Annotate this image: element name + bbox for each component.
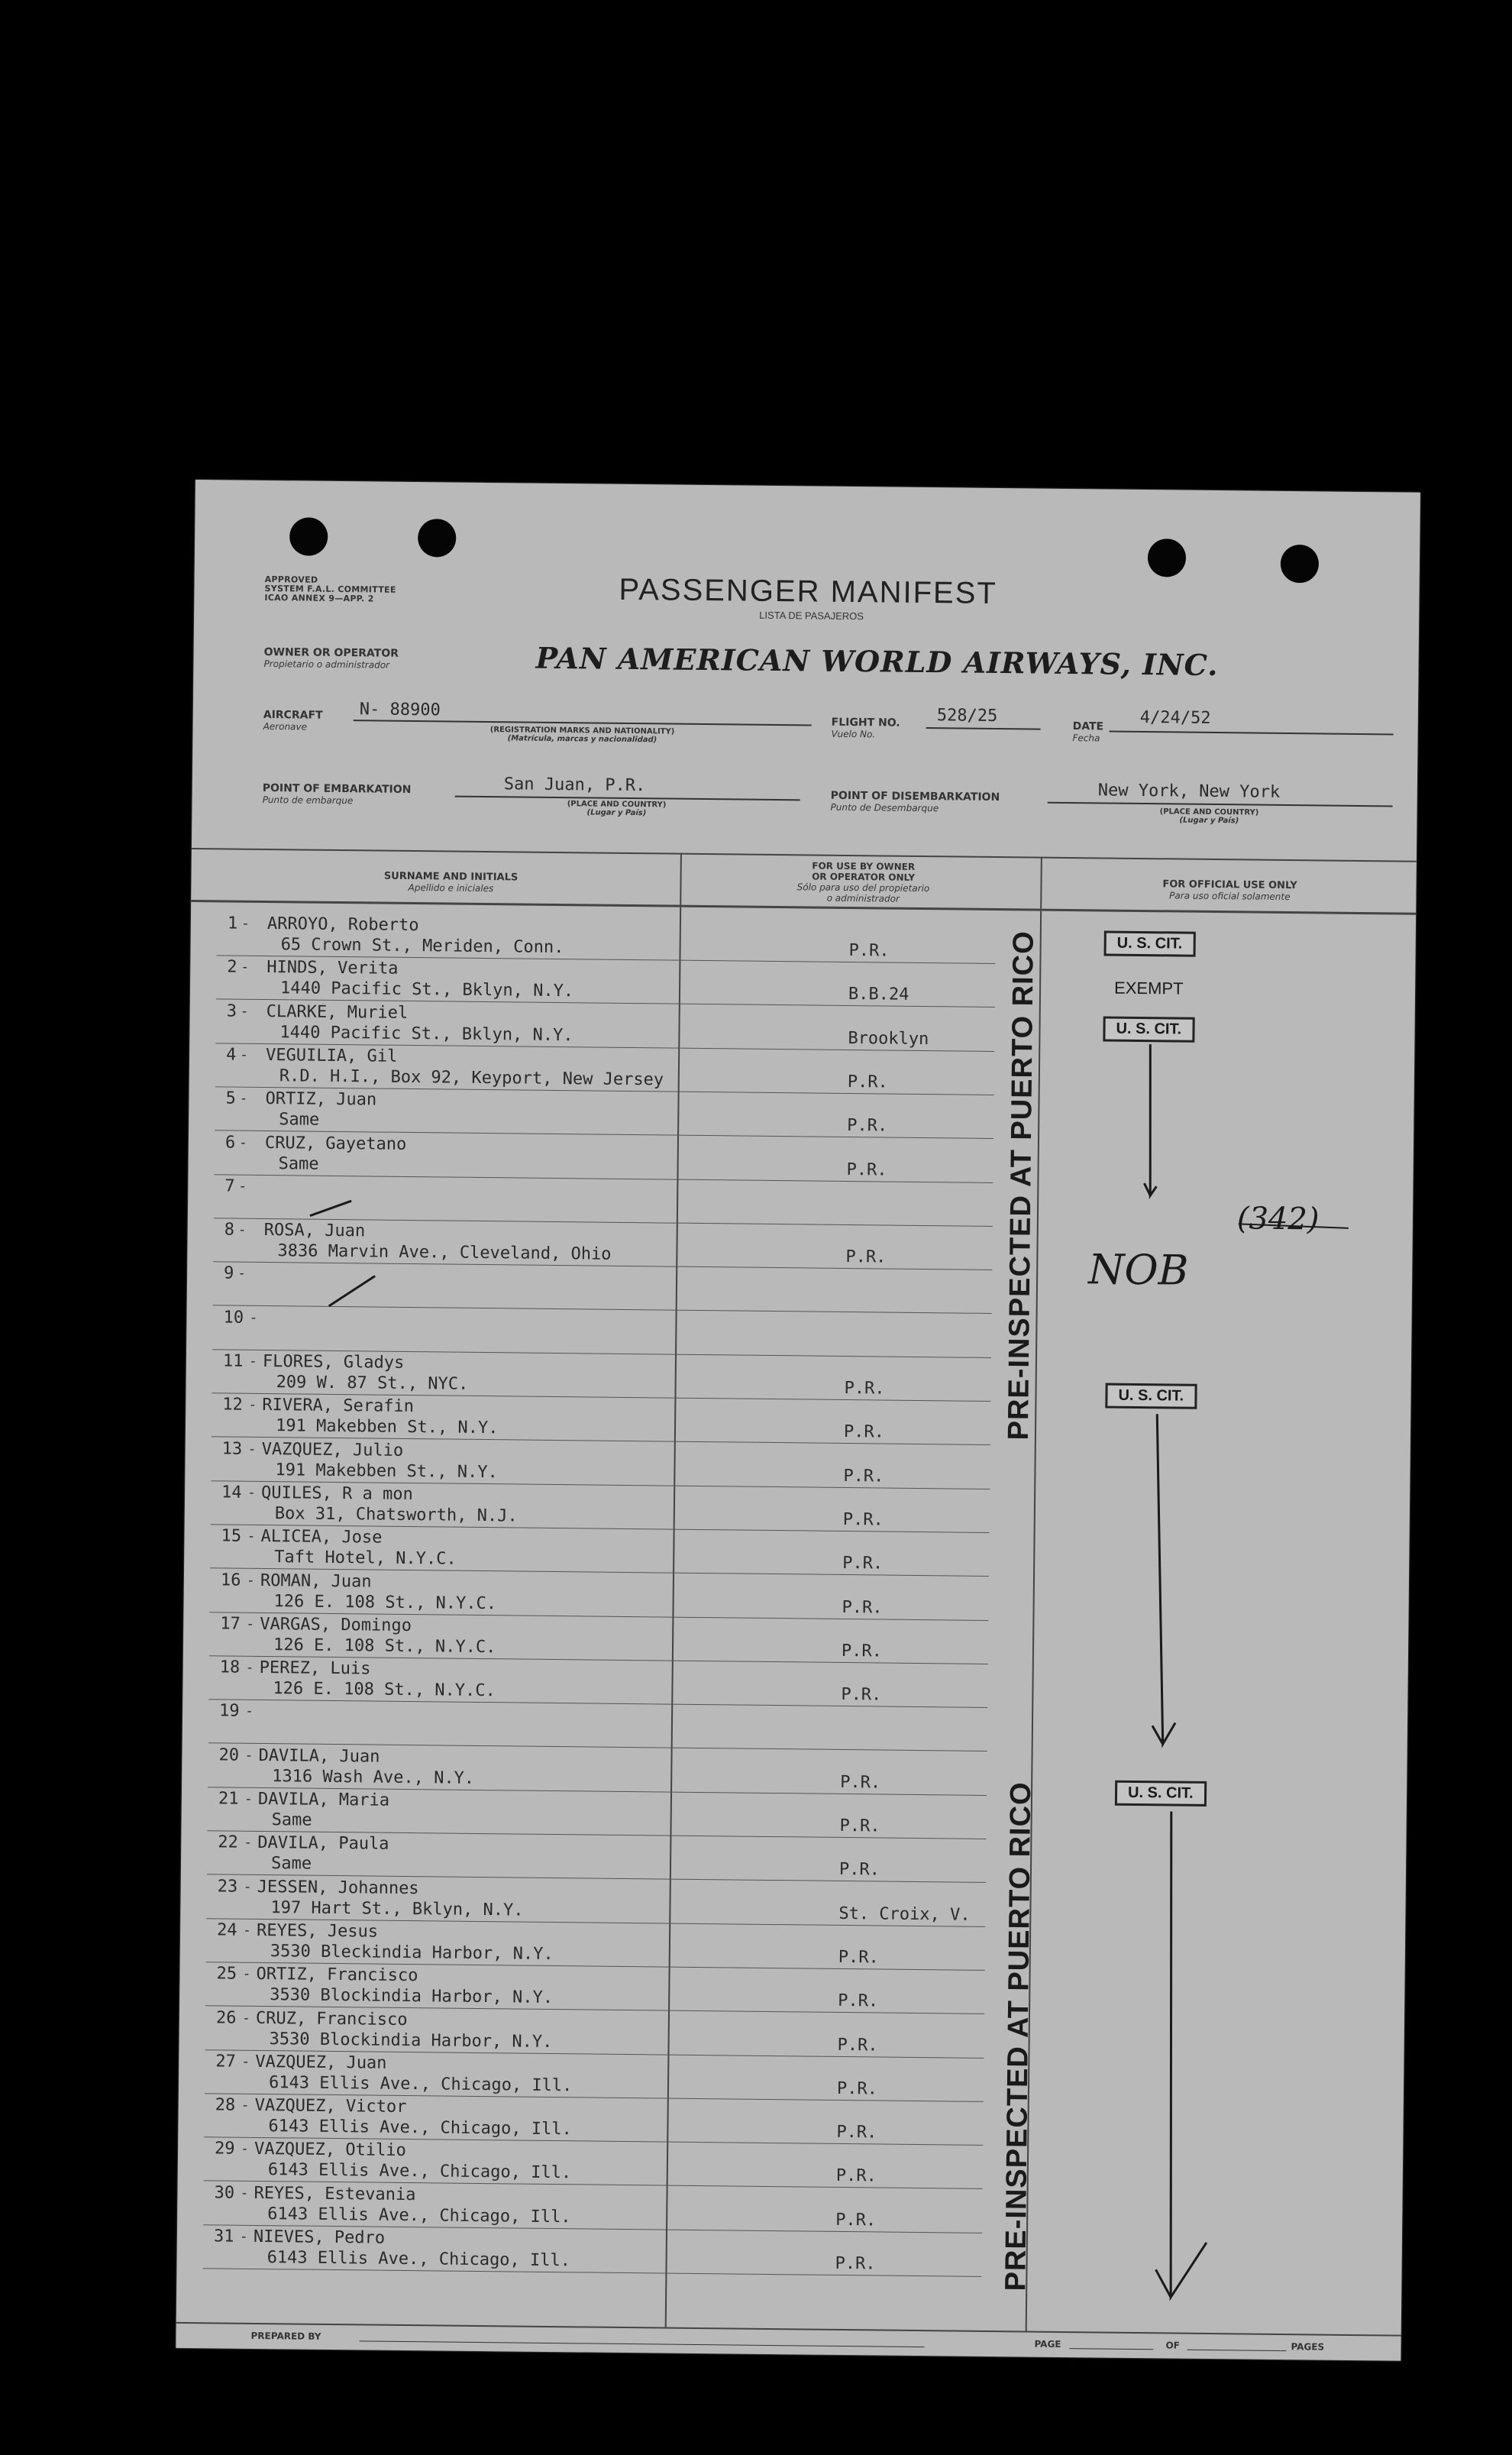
row-number-dash: - bbox=[243, 1878, 252, 1895]
row-number: 12 bbox=[222, 1395, 243, 1415]
passenger-name: DAVILA, Juan bbox=[258, 1745, 380, 1767]
row-number-dash: - bbox=[239, 2228, 248, 2245]
blank-row-slash bbox=[329, 1276, 375, 1307]
passenger-address: 191 Makebben St., N.Y. bbox=[275, 1460, 498, 1482]
owner-use-value: P.R. bbox=[838, 1991, 879, 2011]
disembarkation-label: POINT OF DISEMBARKATION Punto de Desembarque bbox=[830, 789, 1000, 814]
row-number-dash: - bbox=[244, 1835, 253, 1852]
passenger-address: 3530 Blockindia Harbor, N.Y. bbox=[270, 1985, 554, 2008]
passenger-name: CRUZ, Gayetano bbox=[264, 1133, 407, 1154]
row-number: 29 bbox=[214, 2139, 235, 2159]
page-title: PASSENGER MANIFEST bbox=[619, 572, 998, 611]
row-number: 14 bbox=[221, 1483, 242, 1502]
row-number-dash: - bbox=[239, 1090, 248, 1107]
col-official-header: FOR OFFICIAL USE ONLY Para uso oficial solamente bbox=[1162, 878, 1297, 903]
passenger-address: Taft Hotel, N.Y.C. bbox=[274, 1548, 457, 1569]
passenger-name: NIEVES, Pedro bbox=[253, 2227, 386, 2248]
pages-label: PAGES bbox=[1291, 2341, 1325, 2353]
row-number: 15 bbox=[221, 1526, 242, 1546]
prepared-by-label: PREPARED BY bbox=[250, 2330, 321, 2342]
passenger-name: FLORES, Gladys bbox=[262, 1351, 405, 1373]
row-number: 7 bbox=[225, 1176, 235, 1196]
row-number-dash: - bbox=[247, 1484, 257, 1501]
count-note: (342) bbox=[1236, 1201, 1320, 1237]
row-number: 11 bbox=[222, 1351, 244, 1371]
owner-use-value: P.R. bbox=[847, 1116, 888, 1136]
passenger-name: REYES, Jesus bbox=[256, 1920, 379, 1942]
check-mark bbox=[1152, 1414, 1179, 1744]
row-number: 13 bbox=[221, 1439, 243, 1459]
row-number: 2 bbox=[227, 957, 237, 977]
row-number: 30 bbox=[214, 2183, 235, 2203]
approval-line: SYSTEM F.A.L. COMMITTEE bbox=[264, 583, 396, 595]
embarkation-label: POINT OF EMBARKATION Punto de embarque bbox=[262, 781, 412, 807]
passenger-address: 126 E. 108 St., N.Y.C. bbox=[273, 1635, 496, 1657]
passenger-name: CLARKE, Muriel bbox=[266, 1001, 409, 1023]
passenger-address: 191 Makebben St., N.Y. bbox=[275, 1416, 499, 1438]
owner-use-value: P.R. bbox=[837, 2035, 878, 2055]
row-number: 3 bbox=[226, 1001, 237, 1021]
col-surname-header: SURNAME AND INITIALS Apellido e iniciales bbox=[383, 870, 519, 894]
owner-use-value: P.R. bbox=[836, 2123, 877, 2143]
approval-line: ICAO ANNEX 9—APP. 2 bbox=[264, 592, 374, 604]
row-number: 28 bbox=[215, 2095, 236, 2115]
passenger-name: DAVILA, Paula bbox=[257, 1833, 389, 1855]
row-number-dash: - bbox=[247, 1528, 256, 1545]
row-number-dash: - bbox=[245, 1703, 254, 1720]
date-value: 4/24/52 bbox=[1139, 707, 1211, 728]
row-number-dash: - bbox=[245, 1659, 254, 1676]
passenger-name: VAZQUEZ, Victor bbox=[254, 2096, 407, 2117]
passenger-name: ALICEA, Jose bbox=[260, 1527, 383, 1548]
row-number: 8 bbox=[224, 1220, 235, 1240]
owner-use-value: P.R. bbox=[838, 1860, 880, 1880]
row-number: 6 bbox=[225, 1132, 236, 1153]
row-number-dash: - bbox=[241, 2010, 250, 2026]
passenger-name: HINDS, Verita bbox=[267, 958, 399, 979]
row-number-dash: - bbox=[240, 2185, 249, 2201]
owner-use-value: P.R. bbox=[836, 2078, 878, 2099]
owner-use-value: P.R. bbox=[835, 2166, 877, 2186]
passenger-address: 6143 Ellis Ave., Chicago, Ill. bbox=[267, 2248, 571, 2271]
owner-use-value: P.R. bbox=[841, 1641, 883, 1661]
row-number: 17 bbox=[220, 1614, 241, 1634]
row-number-dash: - bbox=[242, 1965, 251, 1983]
us-cit-stamp: U. S. CIT. bbox=[1103, 1016, 1194, 1042]
owner-use-value: P.R. bbox=[838, 1947, 879, 1968]
row-number: 22 bbox=[218, 1832, 238, 1852]
col-owner-header: FOR USE BY OWNER OR OPERATOR ONLY Sólo para uso del propietario o administrador bbox=[796, 860, 930, 904]
owner-use-value: P.R. bbox=[840, 1772, 881, 1793]
passenger-address: 1440 Pacific St., Bklyn, N.Y. bbox=[279, 1022, 573, 1045]
row-number: 9 bbox=[223, 1263, 234, 1283]
owner-use-value: P.R. bbox=[835, 2253, 876, 2274]
row-number-dash: - bbox=[248, 1353, 257, 1370]
owner-use-value: P.R. bbox=[841, 1685, 882, 1705]
passenger-address: 6143 Ellis Ave., Chicago, Ill. bbox=[267, 2204, 571, 2227]
passenger-address: 6143 Ellis Ave., Chicago, Ill. bbox=[267, 2160, 572, 2183]
preinspected-stamp: PRE-INSPECTED AT PUERTO RICO bbox=[1002, 930, 1040, 1441]
passenger-name: PEREZ, Luis bbox=[259, 1658, 371, 1679]
row-number: 23 bbox=[217, 1876, 238, 1897]
row-number-dash: - bbox=[244, 1747, 254, 1764]
embarkation-value: San Juan, P.R. bbox=[503, 775, 646, 796]
row-number-dash: - bbox=[241, 2097, 250, 2114]
row-number-dash: - bbox=[246, 1572, 255, 1589]
passenger-name: CRUZ, Francisco bbox=[255, 2008, 408, 2030]
pen-marks bbox=[176, 480, 1420, 2361]
owner-use-value: P.R. bbox=[842, 1554, 884, 1574]
passenger-name: ARROYO, Roberto bbox=[267, 914, 419, 936]
row-number: 31 bbox=[213, 2227, 234, 2246]
row-number: 24 bbox=[216, 1920, 237, 1940]
row-number: 25 bbox=[216, 1964, 237, 1984]
row-number: 10 bbox=[223, 1308, 244, 1328]
passenger-address: 1440 Pacific St., Bklyn, N.Y. bbox=[279, 978, 574, 1001]
passenger-address: Same bbox=[271, 1810, 312, 1830]
passenger-address: 3530 Blockindia Harbor, N.Y. bbox=[269, 2029, 553, 2052]
passenger-address: 126 E. 108 St., N.Y.C. bbox=[273, 1679, 496, 1701]
row-number-dash: - bbox=[243, 1922, 252, 1939]
passenger-name: VARGAS, Domingo bbox=[260, 1614, 412, 1635]
passenger-address: 1316 Wash Ave., N.Y. bbox=[272, 1766, 475, 1788]
passenger-address: Same bbox=[270, 1854, 312, 1874]
owner-use-value: P.R. bbox=[848, 940, 890, 961]
owner-use-value: P.R. bbox=[845, 1247, 887, 1267]
flight-label: FLIGHT NO. Vuelo No. bbox=[831, 716, 900, 740]
owner-use-value: P.R. bbox=[846, 1160, 887, 1180]
passenger-name: VEGUILIA, Gil bbox=[265, 1045, 398, 1066]
aircraft-label: AIRCRAFT Aeronave bbox=[263, 708, 323, 733]
passenger-address: 6143 Ellis Ave., Chicago, Ill. bbox=[268, 2117, 572, 2140]
date-label: DATE Fecha bbox=[1072, 720, 1104, 744]
row-number-dash: - bbox=[241, 2141, 250, 2158]
row-number: 18 bbox=[219, 1658, 241, 1677]
owner-use-value: Brooklyn bbox=[848, 1028, 929, 1049]
manifest-sheet bbox=[176, 480, 1420, 2361]
row-number: 1 bbox=[227, 914, 238, 933]
exempt-mark: EXEMPT bbox=[1113, 978, 1184, 998]
row-number-dash: - bbox=[237, 1221, 247, 1238]
passenger-address: Same bbox=[278, 1153, 319, 1174]
passenger-name: ROSA, Juan bbox=[263, 1221, 366, 1241]
us-cit-stamp: U. S. CIT. bbox=[1105, 1383, 1197, 1409]
passenger-address: 197 Hart St., Bklyn, N.Y. bbox=[270, 1897, 524, 1920]
row-number-dash: - bbox=[241, 915, 250, 932]
row-number-dash: - bbox=[249, 1309, 258, 1326]
owner-use-value: B.B.24 bbox=[848, 985, 909, 1005]
approval-line: APPROVED bbox=[264, 574, 318, 585]
owner-use-value: P.R. bbox=[847, 1072, 888, 1092]
nob-note: NOB bbox=[1087, 1245, 1189, 1295]
row-number: 5 bbox=[225, 1088, 236, 1108]
passenger-address: 3530 Bleckindia Harbor, N.Y. bbox=[270, 1942, 554, 1964]
page-subtitle: LISTA DE PASAJEROS bbox=[759, 609, 864, 623]
passenger-name: VAZQUEZ, Otilio bbox=[254, 2140, 406, 2161]
owner-use-value: P.R. bbox=[843, 1466, 884, 1486]
passenger-name: ORTIZ, Juan bbox=[265, 1089, 377, 1110]
row-number: 16 bbox=[220, 1570, 241, 1590]
owner-use-value: St. Croix, V. bbox=[838, 1904, 971, 1925]
owner-use-value: P.R. bbox=[839, 1816, 880, 1836]
passenger-address: Same bbox=[279, 1110, 320, 1130]
row-number-dash: - bbox=[241, 2053, 250, 2070]
row-number-dash: - bbox=[247, 1441, 257, 1457]
row-number-dash: - bbox=[244, 1790, 253, 1807]
passenger-name: DAVILA, Maria bbox=[257, 1789, 390, 1810]
row-number-dash: - bbox=[240, 1003, 249, 1020]
place-note: (PLACE AND COUNTRY) (Lugar y País) bbox=[567, 800, 667, 818]
flight-value: 528/25 bbox=[936, 706, 998, 726]
row-number-dash: - bbox=[238, 1134, 247, 1151]
passenger-name: VAZQUEZ, Juan bbox=[255, 2052, 387, 2073]
us-cit-stamp: U. S. CIT. bbox=[1104, 930, 1196, 956]
passenger-address: R.D. H.I., Box 92, Keyport, New Jersey bbox=[279, 1066, 664, 1090]
page-label: PAGE bbox=[1034, 2338, 1061, 2350]
row-number: 20 bbox=[218, 1745, 240, 1765]
row-number: 4 bbox=[225, 1045, 237, 1065]
disembarkation-value: New York, New York bbox=[1097, 781, 1281, 802]
passenger-name: QUILES, R a mon bbox=[260, 1483, 413, 1504]
row-number: 27 bbox=[215, 2052, 236, 2072]
owner-label: OWNER OR OPERATOR Propietario o administrador bbox=[263, 645, 399, 671]
row-number-dash: - bbox=[248, 1397, 257, 1414]
owner-use-value: P.R. bbox=[835, 2210, 877, 2230]
row-number-dash: - bbox=[237, 1266, 247, 1282]
passenger-name: RIVERA, Serafin bbox=[262, 1396, 415, 1417]
row-number: 26 bbox=[215, 2007, 237, 2028]
row-number: 19 bbox=[218, 1701, 240, 1722]
row-number: 21 bbox=[218, 1789, 239, 1809]
us-cit-stamp: U. S. CIT. bbox=[1115, 1781, 1207, 1806]
aircraft-value: N- 88900 bbox=[359, 700, 441, 720]
passenger-name: ORTIZ, Francisco bbox=[256, 1965, 418, 1986]
registration-note: (REGISTRATION MARKS AND NATIONALITY) (Matrícula, marcas y nacionalidad) bbox=[489, 726, 675, 745]
airline-name: PAN AMERICAN WORLD AIRWAYS, INC. bbox=[535, 640, 1219, 683]
passenger-name: JESSEN, Johannes bbox=[257, 1877, 419, 1898]
preinspected-stamp: PRE-INSPECTED AT PUERTO RICO bbox=[1000, 1781, 1038, 2292]
check-mark bbox=[1144, 1044, 1158, 1195]
of-label: OF bbox=[1165, 2340, 1180, 2351]
passenger-address: 126 E. 108 St., N.Y.C. bbox=[273, 1591, 497, 1613]
passenger-address: 209 W. 87 St., NYC. bbox=[276, 1373, 469, 1394]
row-number-dash: - bbox=[246, 1616, 255, 1632]
passenger-name: REYES, Estevania bbox=[254, 2183, 416, 2204]
passenger-name: ROMAN, Juan bbox=[260, 1570, 372, 1591]
blank-row-slash bbox=[310, 1201, 351, 1217]
row-number-dash: - bbox=[240, 1046, 249, 1063]
row-number-dash: - bbox=[238, 1178, 247, 1195]
row-number-dash: - bbox=[241, 959, 250, 976]
owner-use-value: P.R. bbox=[842, 1509, 884, 1530]
passenger-name: VAZQUEZ, Julio bbox=[261, 1439, 404, 1460]
passenger-address: 3836 Marvin Ave., Cleveland, Ohio bbox=[277, 1241, 612, 1264]
owner-use-value: P.R. bbox=[843, 1422, 885, 1442]
passenger-address: Box 31, Chatsworth, N.J. bbox=[274, 1504, 518, 1526]
passenger-address: 65 Crown St., Meriden, Conn. bbox=[280, 935, 564, 958]
passenger-address: 6143 Ellis Ave., Chicago, Ill. bbox=[268, 2072, 573, 2096]
underline-mark bbox=[1239, 1224, 1349, 1228]
owner-use-value: P.R. bbox=[842, 1597, 883, 1618]
check-mark bbox=[1155, 1811, 1211, 2298]
owner-use-value: P.R. bbox=[844, 1378, 885, 1399]
place-note: (PLACE AND COUNTRY) (Lugar y País) bbox=[1159, 807, 1259, 826]
